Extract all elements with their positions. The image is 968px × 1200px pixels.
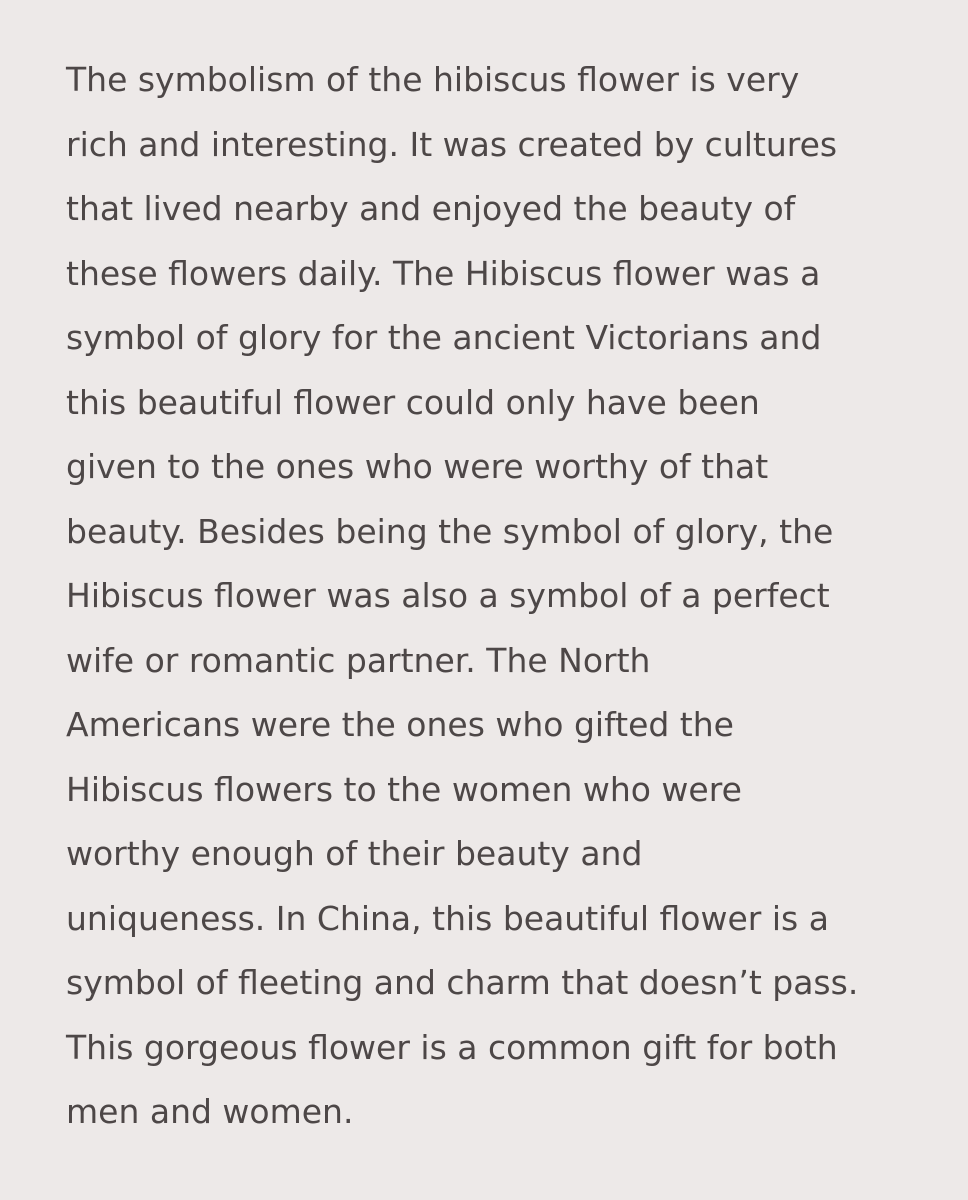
- text-line: men and women.: [66, 1092, 354, 1131]
- text-line: this beautiful flower could only have been: [66, 382, 760, 422]
- text-line: The symbolism of the hibiscus flower is very: [66, 60, 800, 99]
- text-line: symbol of fleeting and charm that doesn’t pass.: [66, 963, 859, 1002]
- article-body: [66, 48, 946, 1145]
- text-line: wife or romantic partner. The North: [66, 640, 651, 680]
- text-line: beauty. Besides being the symbol of glory, the: [66, 511, 834, 551]
- text-line: This gorgeous flower is a common gift for both: [66, 1027, 838, 1067]
- text-line: given to the ones who were worthy of that: [66, 447, 769, 486]
- text-line: uniqueness. In China, this beautiful flower is a: [66, 898, 829, 938]
- text-line: Hibiscus flower was also a symbol of a perfect: [66, 576, 830, 615]
- text-line: symbol of glory for the ancient Victorians and: [66, 318, 822, 357]
- text-line: that lived nearby and enjoyed the beauty of: [66, 189, 796, 228]
- hibiscus-symbolism-paragraph: [66, 48, 946, 1145]
- text-line: Hibiscus flowers to the women who were: [66, 769, 742, 809]
- text-line: rich and interesting. It was created by cultures: [66, 124, 838, 164]
- text-line: these flowers daily. The Hibiscus flower was a: [66, 253, 821, 293]
- text-line: worthy enough of their beauty and: [66, 834, 643, 873]
- text-line: Americans were the ones who gifted the: [66, 705, 734, 744]
